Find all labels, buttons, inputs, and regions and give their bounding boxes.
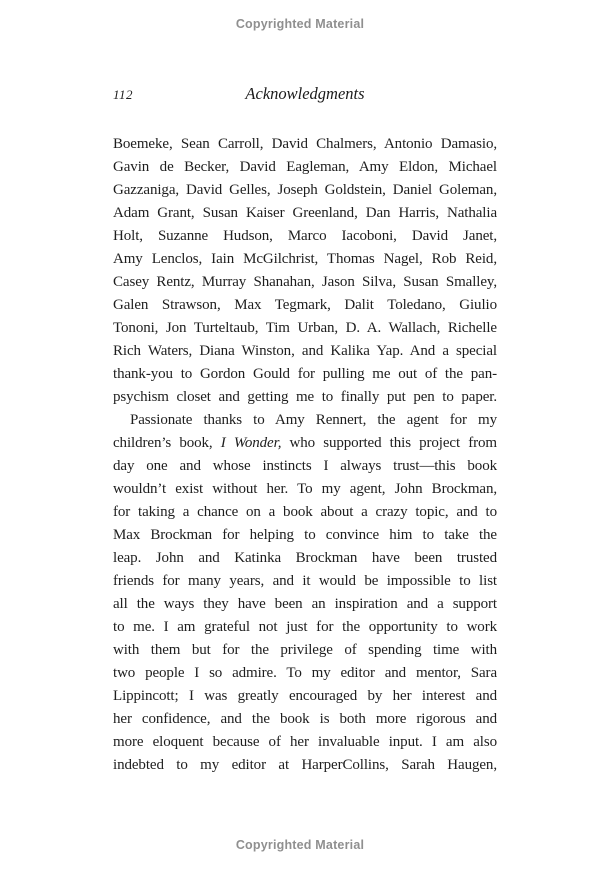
text-line: wouldn’t exist without her. To my agent, John Brockman, (113, 481, 497, 497)
text-line: Holt, Suzanne Hudson, Marco Iacoboni, David Janet, (113, 228, 497, 244)
text-line: Tononi, Jon Turteltaub, Tim Urban, D. A. Wallach, Richelle (113, 320, 497, 336)
text-line: Adam Grant, Susan Kaiser Greenland, Dan Harris, Nathalia (113, 205, 497, 221)
text-line: Rich Waters, Diana Winston, and Kalika Yap. And a special (113, 343, 497, 359)
text-line: Lippincott; I was greatly encouraged by her interest and (113, 688, 497, 704)
text-line: more eloquent because of her invaluable input. I am also (113, 734, 497, 750)
paragraph (113, 133, 497, 409)
paragraph (113, 409, 497, 777)
text-line: to me. I am grateful not just for the opportunity to work (113, 619, 497, 635)
text-line: children’s book, I Wonder, who supported this project from (113, 435, 497, 451)
text-line: Gazzaniga, David Gelles, Joseph Goldstein, Daniel Goleman, (113, 182, 497, 198)
text-line: Boemeke, Sean Carroll, David Chalmers, Antonio Damasio, (113, 136, 497, 152)
text-line: all the ways they have been an inspiration and a support (113, 596, 497, 612)
text-line: thank-you to Gordon Gould for pulling me out of the pan- (113, 366, 497, 382)
text-line: with them but for the privilege of spending time with (113, 642, 497, 658)
text-line: Amy Lenclos, Iain McGilchrist, Thomas Nagel, Rob Reid, (113, 251, 497, 267)
text-line: indebted to my editor at HarperCollins, Sarah Haugen, (113, 757, 497, 773)
text-line: day one and whose instincts I always trust—this book (113, 458, 497, 474)
text-line: two people I so admire. To my editor and mentor, Sara (113, 665, 497, 681)
text-line: psychism closet and getting me to finally put pen to paper. (113, 389, 497, 405)
italic-book-title: I Wonder, (220, 435, 282, 451)
text-line: for taking a chance on a book about a crazy topic, and to (113, 504, 497, 520)
text-line: her confidence, and the book is both more rigorous and (113, 711, 497, 727)
page-header (113, 84, 497, 104)
copyright-watermark-bottom: Copyrighted Material (235, 838, 365, 852)
text-line: Passionate thanks to Amy Rennert, the agent for my (130, 412, 497, 428)
copyright-watermark-top: Copyrighted Material (235, 17, 365, 31)
text-line: Galen Strawson, Max Tegmark, Dalit Toledano, Giulio (113, 297, 497, 313)
text-line: leap. John and Katinka Brockman have been trusted (113, 550, 497, 566)
text-line: Max Brockman for helping to convince him to take the (113, 527, 497, 543)
page-number: 112 (113, 87, 134, 102)
text-line: Casey Rentz, Murray Shanahan, Jason Silva, Susan Smalley, (113, 274, 497, 290)
text-line: Gavin de Becker, David Eagleman, Amy Eldon, Michael (113, 159, 497, 175)
text-line: friends for many years, and it would be impossible to list (113, 573, 497, 589)
body-text (113, 133, 497, 777)
page-title: Acknowledgments (245, 84, 365, 103)
